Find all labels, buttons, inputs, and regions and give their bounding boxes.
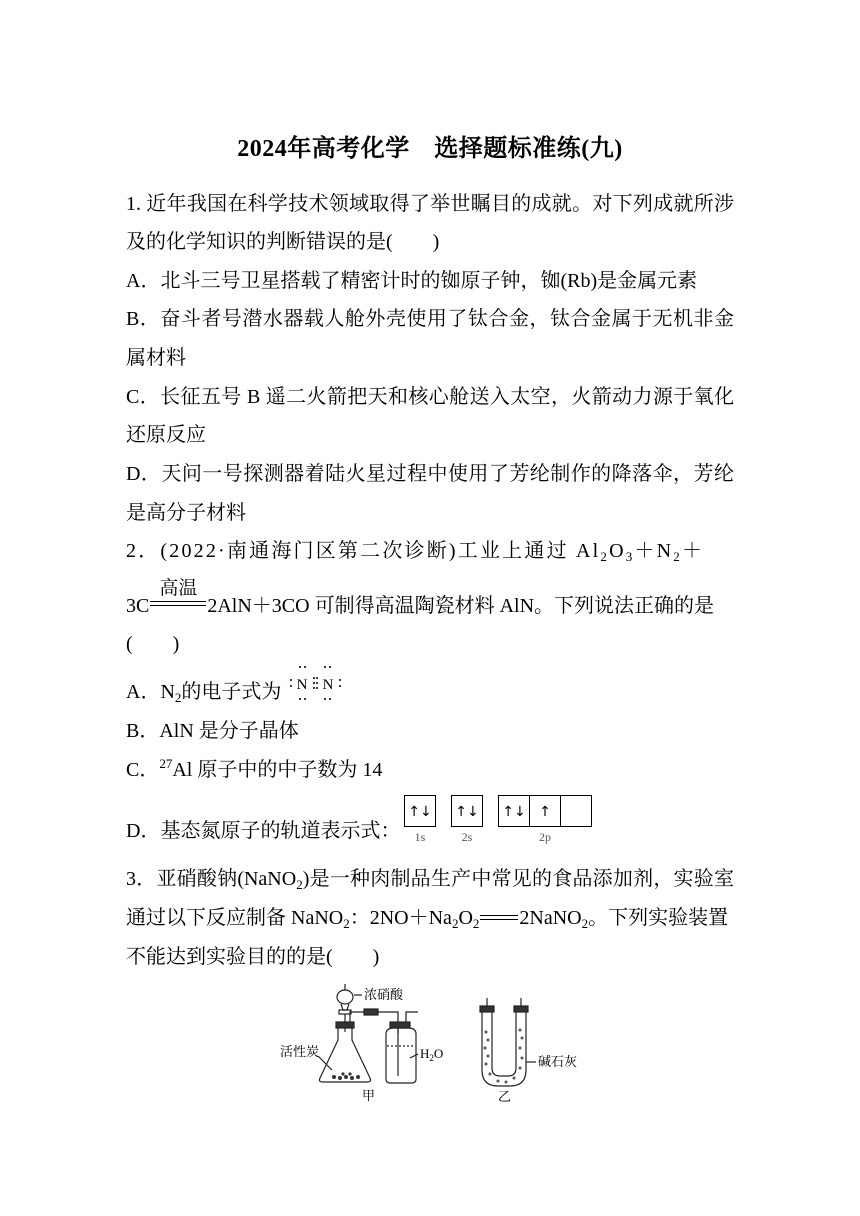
label-water: $H_2O$ (420, 1046, 444, 1063)
q2-option-c: C．$^{27}$Al 原子中的中子数为 14 (126, 756, 383, 781)
q2-stem-line3: ( ) (126, 633, 180, 655)
orbital-box-1s: ↑↓ (408, 804, 432, 820)
q1-option-c-line1: C．长征五号 B 遥二火箭把天和核心舱送入太空，火箭动力源于氧化 (126, 386, 734, 408)
q1-option-b-line1: B．奋斗者号潜水器载人舱外壳使用了钛合金，钛合金属于无机非金 (126, 308, 734, 330)
orbital-label-2s: 2s (461, 830, 473, 844)
n2-lewis-structure (288, 662, 344, 704)
q2-option-a: A．$N_2$的电子式为 (126, 681, 282, 705)
reaction-condition-sign (150, 578, 206, 614)
lewis-atom-2: N (322, 677, 334, 693)
activated-carbon (332, 1072, 360, 1080)
q1-option-d-line2: 是高分子材料 (126, 502, 246, 524)
q2-option-d: D．基态氮原子的轨道表示式： (126, 820, 401, 842)
reaction-condition: 高温 (159, 578, 198, 599)
q3-stem-line1: 3．亚硝酸钠(NaNO$_2$)是一种肉制品生产中常见的食品添加剂，实验室 (126, 868, 734, 892)
q1-option-a: A．北斗三号卫星搭载了精密计时的铷原子钟，铷(Rb)是金属元素 (126, 270, 698, 292)
label-apparatus-yi: 乙 (498, 1089, 512, 1104)
u-tube (480, 998, 528, 1086)
label-activated-carbon: 活性炭 (280, 1044, 320, 1059)
q1-stem-line2: 及的化学知识的判断错误的是( ) (126, 231, 440, 253)
apparatus-figure (270, 982, 590, 1104)
gas-washing-bottle (386, 1012, 418, 1083)
orbital-box-2p-2: ↑ (539, 804, 551, 820)
label-apparatus-jia: 甲 (362, 1088, 376, 1103)
orbital-label-1s: 1s (414, 830, 426, 844)
q3-stem-line2: 通过以下反应制备 NaNO$_2$：$2NO+Na_2O_2$ 2NaNO$_2$。下列实验装置 (126, 907, 729, 931)
orbital-box-2s: ↑↓ (455, 804, 479, 820)
soda-lime (484, 1029, 524, 1084)
q1-option-c-line2: 还原反应 (126, 424, 206, 446)
q1-stem-line1: 1. 近年我国在科学技术领域取得了举世瞩目的成就。对下列成就所涉 (126, 193, 734, 215)
q2-stem-line1: 2．(2022·南通海门区第二次诊断)工业上通过 $Al_2O_3+N_2+$ (126, 540, 705, 564)
q2-option-b: B．AlN 是分子晶体 (126, 720, 299, 742)
page-title: 2024年高考化学 选择题标准练(九) (237, 136, 623, 162)
q1-option-b-line2: 属材料 (126, 347, 186, 369)
lewis-atom-1: N (296, 677, 308, 693)
q3-stem-line3: 不能达到实验目的的是( ) (126, 946, 380, 968)
orbital-label-2p: 2p (539, 830, 551, 844)
orbital-diagram (404, 795, 596, 845)
q1-option-d-line1: D．天问一号探测器着陆火星过程中使用了芳纶制作的降落伞，芳纶 (126, 463, 734, 485)
equals-sign (480, 906, 518, 926)
orbital-box-2p-1: ↑↓ (502, 804, 526, 820)
label-soda-lime: 碱石灰 (538, 1054, 578, 1069)
label-conc-nitric-acid: 浓硝酸 (364, 987, 404, 1002)
q2-stem-line2: 3C 高温 2AlN＋3CO 可制得高温陶瓷材料 AlN。下列说法正确的是 (126, 578, 715, 617)
